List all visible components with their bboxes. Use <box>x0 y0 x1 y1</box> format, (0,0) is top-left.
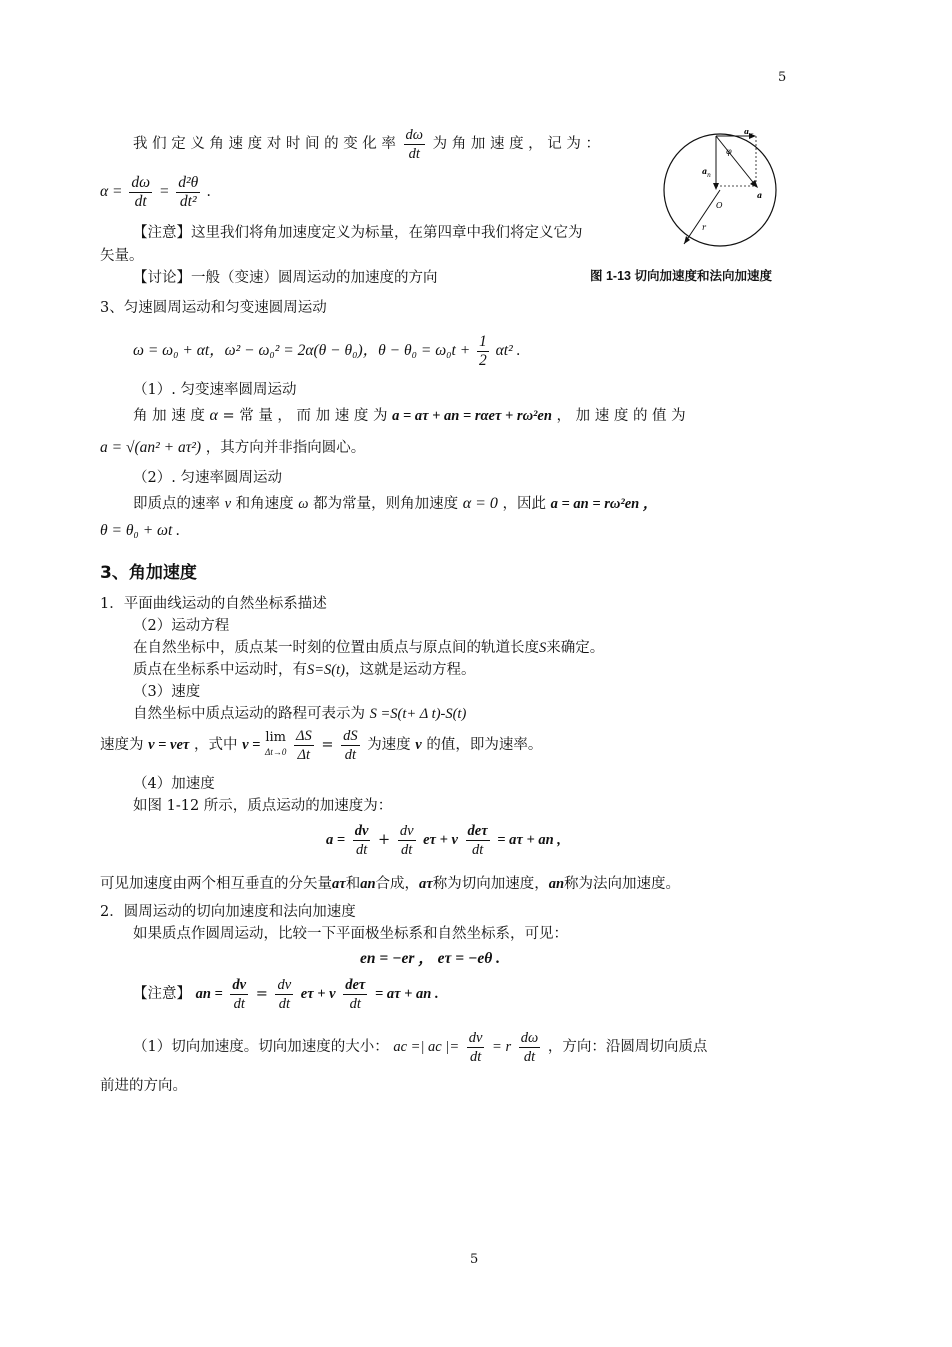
item-1-text: 角 加 速 度 α = 常 量 ， 而 加 速 度 为 a = aτ + an = rαeτ + rω²en ， 加 速 度 的 值 为 <box>133 407 686 424</box>
note-line-2: 矢量。 <box>100 248 144 264</box>
a-arrowhead <box>750 180 758 188</box>
label-O: O <box>716 201 723 210</box>
tangential-acceleration-line: （1）切向加速度。切向加速度的大小： ac =| ac |= $\frac{dv}{dt}$ = r $\frac{d\omega}{dt}$ ，方向：沿圆周切向质点 <box>133 1029 708 1065</box>
note-equation: 【注意】 an = $\frac{dv}{dt}$ = $\frac{dv}{dt}$ eτ + v $\frac{\text{deτ}}{dt}$ = aτ + an . <box>133 976 439 1012</box>
acceleration-components-text: 可见加速度由两个相互垂直的分矢量aτ和an合成，aτ称为切向加速度，an称为法向加速度。 <box>100 876 681 892</box>
natural-coords-heading: 1．平面曲线运动的自然坐标系描述 <box>100 596 327 612</box>
label-tau-sub: τ <box>750 132 754 139</box>
radius-line <box>684 190 720 244</box>
intro-line-1: 我 们 定 义 角 速 度 对 时 间 的 变 化 率 $\frac{d\omega}{dt}$ 为 角 加 速 度 ， 记 为 ： <box>133 126 601 162</box>
label-angle: φ <box>726 147 732 156</box>
label-a: a <box>757 190 763 200</box>
figure-caption: 图 1-13 切向加速度和法向加速度 <box>590 269 772 283</box>
unit-vector-relations: en = −er ， eτ = −eθ . <box>360 950 501 967</box>
acceleration-equation: a = $\frac{dv}{dt}$ + $\frac{dv}{dt}$ eτ + v $\frac{\text{deτ}}{dt}$ = aτ + an , <box>326 822 561 858</box>
motion-equation-text-1: 在自然坐标中，质点某一时刻的位置由质点与原点间的轨道长度S来确定。 <box>133 640 605 656</box>
velocity-definition: 速度为 v = veτ ，式中 v = lim Δt→0 $\frac{\Delta S}{\Delta t}$ = $\frac{dS}{dt}$ 为速度 v 的值，即为速率。 <box>100 727 543 763</box>
velocity-heading: （3）速度 <box>133 684 201 700</box>
a-n-arrowhead <box>713 183 719 190</box>
discussion-line: 【讨论】一般（变速）圆周运动的加速度的方向 <box>133 270 438 286</box>
tangential-acceleration-continuation: 前进的方向。 <box>100 1078 187 1094</box>
a-vector <box>716 136 756 186</box>
section-title-uniform: 3、匀速圆周运动和匀变速圆周运动 <box>100 300 327 316</box>
acceleration-heading: （4）加速度 <box>133 776 215 792</box>
label-a-n: a <box>702 166 708 176</box>
motion-equation-text-2: 质点在坐标系中运动时，有S=S(t)，这就是运动方程。 <box>133 662 476 678</box>
page-number-top: 5 <box>778 70 787 85</box>
motion-equation-heading: （2）运动方程 <box>133 618 230 634</box>
acceleration-intro: 如图 1-12 所示，质点运动的加速度为： <box>133 798 393 814</box>
circular-motion-heading: 2．圆周运动的切向加速度和法向加速度 <box>100 904 356 920</box>
circular-motion-text: 如果质点作圆周运动，比较一下平面极坐标系和自然坐标系，可见： <box>133 926 568 942</box>
theta-equation: θ = θ₀ + ωt . <box>100 522 181 539</box>
item-2-heading: （2）. 匀速率圆周运动 <box>133 470 282 486</box>
item-2-text: 即质点的速率 v 和角速度 ω 都为常量，则角加速度 α = 0 ，因此 a = an = rω²en ， <box>133 495 658 512</box>
label-n-sub: n <box>707 172 711 179</box>
item-1-magnitude: a = √(an² + aτ²) ，其方向并非指向圆心。 <box>100 439 366 456</box>
page-number-bottom: 5 <box>470 1252 479 1267</box>
path-length-text: 自然坐标中质点运动的路程可表示为 S =S(t+ Δ t)-S(t) <box>133 706 467 722</box>
section-title-angular-acceleration: 3、角加速度 <box>100 563 197 583</box>
kinematics-equations: ω = ω₀ + αt，ω² − ω₀² = 2α(θ − θ₀)，θ − θ₀ = ω₀t + $\frac{1}{2}$ αt² . <box>133 332 521 369</box>
item-1-heading: （1）. 匀变速率圆周运动 <box>133 382 297 398</box>
label-a-tau: a <box>744 130 750 136</box>
alpha-definition: α = $\frac{d\omega}{dt}$ = $\frac{\text{d²θ}}{\text{dt²}}$ . <box>100 173 212 210</box>
label-r: r <box>702 223 706 232</box>
circle-diagram <box>660 130 780 250</box>
note-line-1: 【注意】这里我们将角加速度定义为标量，在第四章中我们将定义它为 <box>133 225 583 241</box>
